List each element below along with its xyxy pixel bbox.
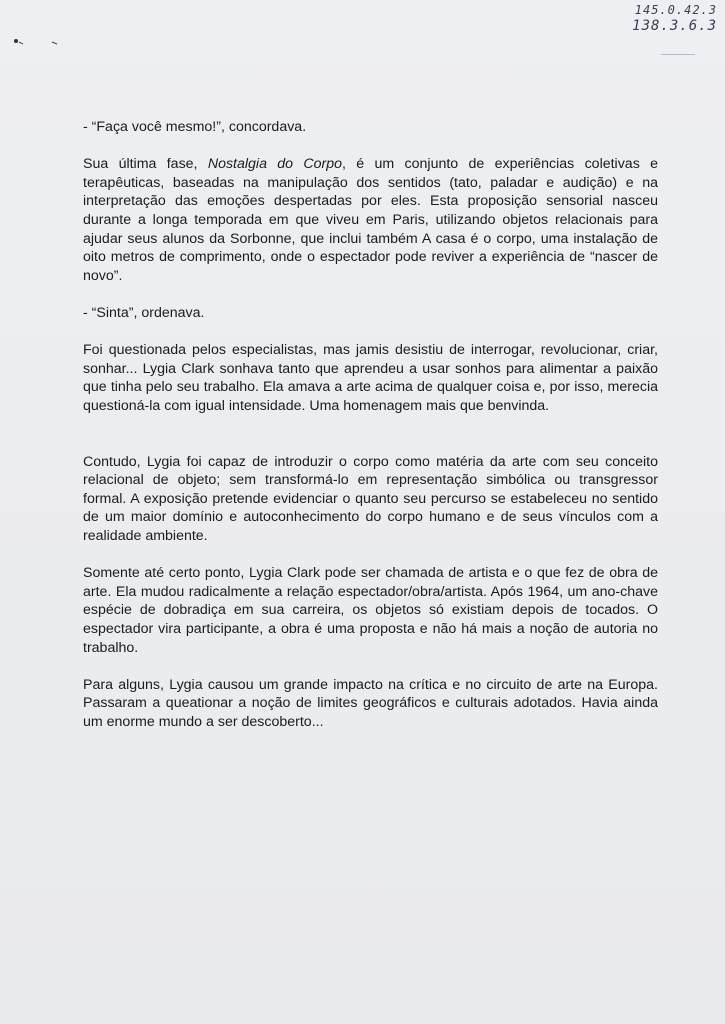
paragraph-2-title: Nostalgia do Corpo	[207, 156, 343, 173]
paragraph-4: Foi questionada pelos especialistas, mas jamis desistiu de interrogar, revolucionar, criar, sonhar... Lygia Clark sonhava tanto que aprendeu a usar sonhos para alimentar a paixão que tinha pelo seu trabalho. Ela amava a arte acima de qualquer coisa e, por isso, merecia questioná-la com igual intensidade. Uma homenagem mais que benvinda.	[83, 342, 658, 414]
paragraph-2-rest: , é um conjunto de experiências coletivas e terapêuticas, baseadas na manipulação dos sentidos (tato, paladar e audição) e na interpretação das emoções despertadas por eles. Esta proposição sensorial nasceu durante a longa temporada em que viveu em Paris, utilizando objetos relacionais para ajudar seus alunos da Sorbonne, que inclui também A casa é o corpo, uma instalação de oito metros de comprimento, onde o espectador pode reviver a experiência de “nascer de novo”.	[83, 156, 659, 284]
paragraph-6: Somente até certo ponto, Lygia Clark pode ser chamada de artista e o que fez de obra de arte. Ela mudou radicalmente a relação espectador/obra/artista. Após 1964, um ano-chave espécie de dobradiça em sua carreira, os objetos só existiam depois de tocados. O espectador vira participante, a obra é uma proposta e não há mais a noção de autoria no trabalho.	[83, 565, 658, 656]
catalog-number-line-1: 145.0.42.3	[634, 3, 717, 17]
paragraph-3: - “Sinta”, ordenava.	[83, 304, 205, 321]
catalog-number	[632, 2, 717, 34]
paragraph-1: - “Faça você mesmo!”, concordava.	[83, 119, 307, 135]
paragraph-2-start: Sua última fase,	[83, 156, 208, 173]
ink-marks	[10, 36, 70, 50]
document-body	[83, 118, 658, 732]
catalog-number-line-2: 138.3.6.3	[632, 18, 717, 34]
paragraph-7: Para alguns, Lygia causou um grande impacto na crítica e no circuito de arte na Europa. Passaram a queationar a noção de limites geográficos e culturais adotados. Havia ainda um enorme mundo a ser descoberto...	[83, 676, 658, 730]
paragraph-5: Contudo, Lygia foi capaz de introduzir o corpo como matéria da arte com seu conceito relacional de objeto; sem transformá-lo em representação simbólica ou transgressor formal. A exposição pretende evidenciar o quanto seu percurso se estabeleceu no sentido de um maior domínio e autoconhecimento do corpo humano e de seus vínculos com a realidade ambiente.	[83, 453, 658, 545]
pencil-scratch	[661, 54, 695, 55]
paragraph-2	[83, 155, 658, 285]
ink-speck-icon	[10, 36, 70, 48]
